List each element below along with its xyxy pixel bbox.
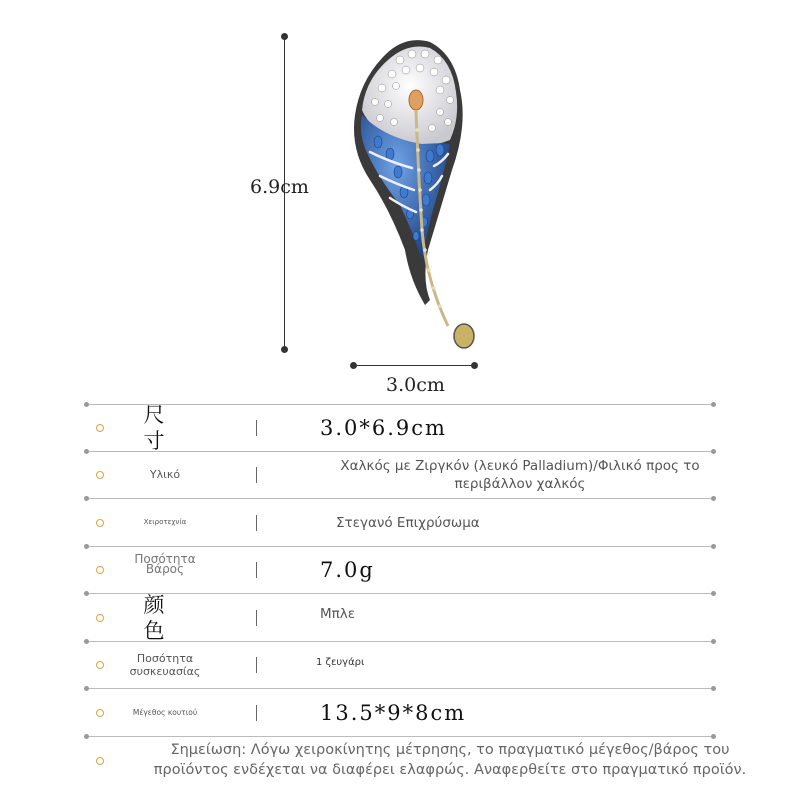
spec-row-weight (0, 547, 800, 595)
spec-row-package-qty (0, 642, 800, 690)
spec-label-craft: Χειροτεχνία (143, 518, 187, 527)
spec-value-color: Μπλε (320, 605, 356, 622)
bullet-icon (96, 471, 104, 479)
spec-row-box-size (0, 689, 800, 737)
spec-row-color (0, 594, 800, 642)
spec-value-material-line1: Χαλκός με Ζιργκόν (λευκό Palladium)/Φιλικό προς το (340, 458, 700, 475)
width-dimension-line (353, 365, 475, 366)
separator (256, 562, 257, 578)
separator (256, 420, 257, 436)
bullet-icon (96, 424, 104, 432)
bullet-icon (96, 661, 104, 669)
spec-label-package-qty-line2: συσκευασίας (129, 665, 201, 679)
spec-value-size: 3.0*6.9cm (320, 415, 447, 440)
spec-row-size (0, 404, 800, 452)
spec-label-material: Υλικό (149, 468, 181, 482)
spec-value-craft: Στεγανό Επιχρύσωμα (336, 514, 480, 531)
spec-value-weight: 7.0g (320, 558, 375, 583)
measurement-note (150, 740, 750, 780)
measurement-note-line1: Σημείωση: Λόγω χειροκίνητης μέτρησης, το πραγματικό μέγεθος/βάρος του (170, 742, 730, 758)
feather-brooch-image (330, 30, 500, 350)
separator (256, 467, 257, 483)
spec-value-package-qty: 1 ζευγάρι (316, 656, 365, 668)
separator (256, 610, 257, 626)
spec-value-material-line2: περιβάλλον χαλκός (454, 476, 586, 493)
spec-label-package-qty-line1: Ποσότητα (136, 651, 194, 665)
bullet-icon (96, 757, 104, 765)
spec-label-package-qty (115, 642, 215, 690)
spec-label-weight-bottom: Βάρος (145, 562, 185, 577)
spec-row-material (0, 452, 800, 500)
separator (256, 657, 257, 673)
bullet-icon (96, 614, 104, 622)
spec-label-weight-top: Ποσότητα (134, 552, 196, 567)
spec-label-weight (115, 547, 215, 595)
spec-label-box-size: Μέγεθος κουτιού (132, 708, 198, 718)
spec-label-size: 尺 寸 (143, 402, 187, 453)
spec-row-craft (0, 499, 800, 547)
separator (256, 515, 257, 531)
measurement-note-line2: προϊόντος ενδέχεται να διαφέρει ελαφρώς. Αναφερθείτε στο πραγματικό προϊόν. (153, 762, 747, 778)
bullet-icon (96, 566, 104, 574)
height-dimension-label: 6.9cm (250, 176, 309, 198)
bullet-icon (96, 519, 104, 527)
spec-label-color: 颜 色 (143, 592, 187, 643)
separator (256, 705, 257, 721)
spec-table (0, 404, 800, 777)
width-dimension-label: 3.0cm (386, 374, 445, 396)
bullet-icon (96, 709, 104, 717)
spec-value-box-size: 13.5*9*8cm (320, 700, 467, 725)
spec-value-material (300, 452, 740, 500)
